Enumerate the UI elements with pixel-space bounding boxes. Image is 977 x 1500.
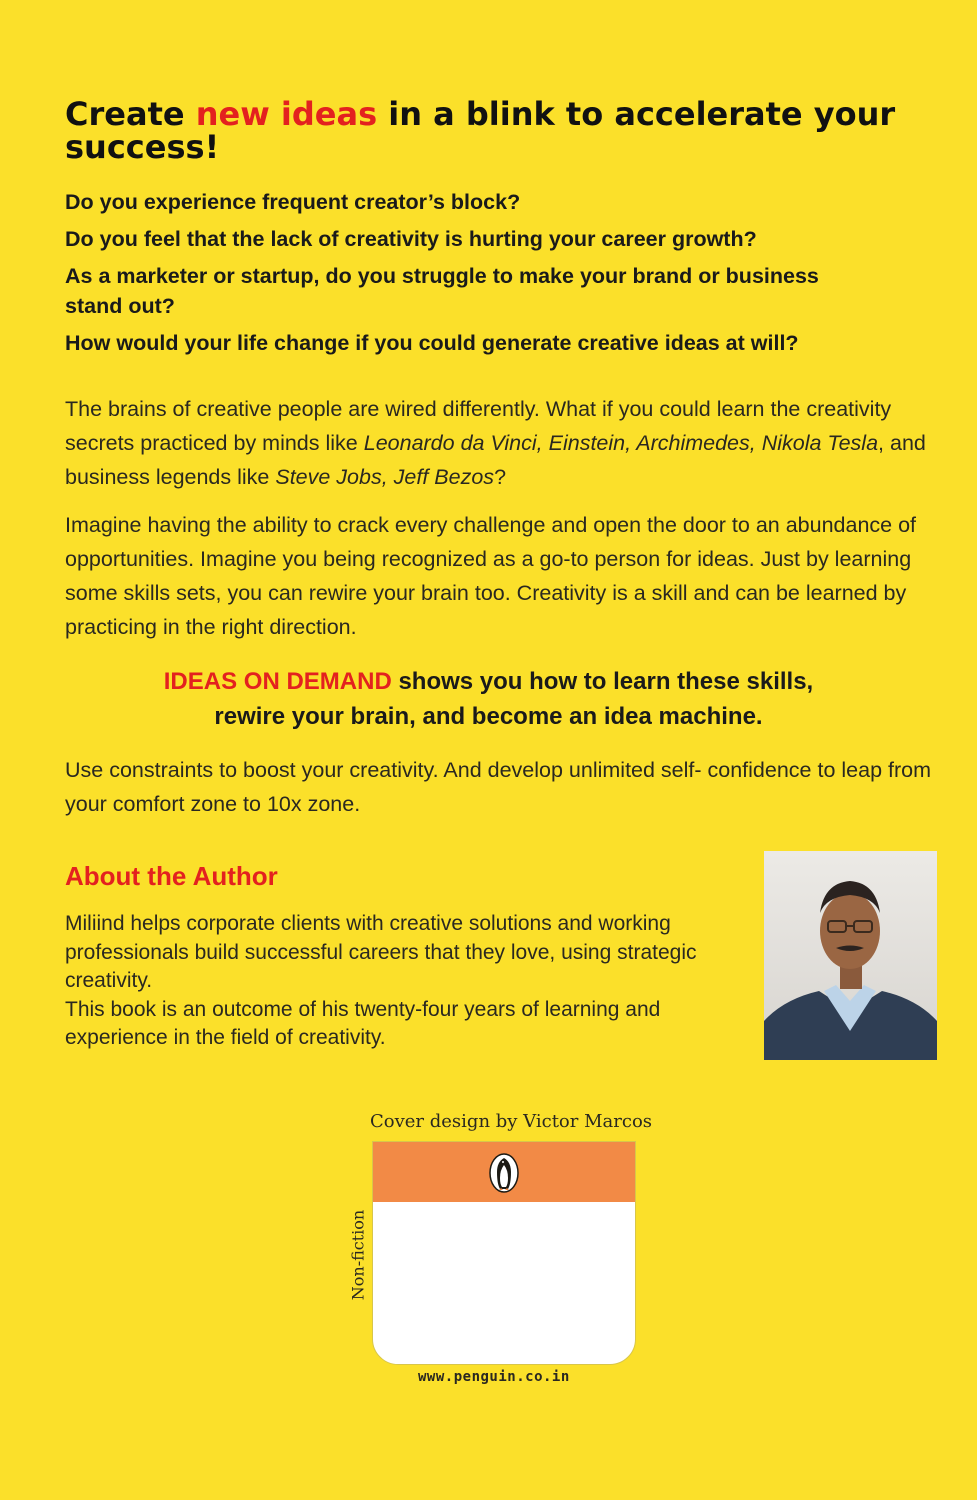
para1-text-1: The brains of creative people are wired differently. What if you could learn the creativity secrets practiced by minds like xyxy=(65,397,892,455)
paragraph-imagine: Imagine having the ability to crack every challenge and open the door to an abundance of opportunities. Imagine you being recognized as a go-to person for ideas. Just by learning some skills sets, you can rewire your brain too. Creativity is a skill and can be learned by practicing in the right direction. xyxy=(65,513,917,639)
headline xyxy=(65,95,925,166)
penguin-logo-icon xyxy=(488,1152,520,1199)
promo-statement xyxy=(40,664,937,734)
question-2: Do you feel that the lack of creativity is hurting your career growth? xyxy=(65,227,757,251)
genre-label: Non-fiction xyxy=(348,1209,368,1301)
headline-accent: new ideas xyxy=(195,95,378,133)
paragraph-constraints: Use constraints to boost your creativity. And develop unlimited self- confidence to leap from your comfort zone to 10x zone. xyxy=(65,758,932,816)
para1-italic-legends: Steve Jobs, Jeff Bezos xyxy=(275,465,495,489)
about-author-heading: About the Author xyxy=(65,861,278,891)
publisher-band xyxy=(373,1142,635,1202)
publisher-panel xyxy=(372,1141,636,1365)
author-photo xyxy=(764,851,937,1060)
author-bio-line-1: Miliind helps corporate clients with creative solutions and working professionals build successful careers that they love, using strategic creativity. xyxy=(65,912,697,992)
promo-line-2: rewire your brain, and become an idea machine. xyxy=(214,703,763,730)
para1-text-3: ? xyxy=(494,465,507,489)
book-title: IDEAS ON DEMAND xyxy=(163,668,392,695)
cover-design-credit: Cover design by Victor Marcos xyxy=(370,1111,653,1132)
paragraph-creative-brains xyxy=(65,392,945,494)
para1-text-2: , and business legends like xyxy=(65,431,926,489)
question-3: As a marketer or startup, do you struggle to make your brand or business stand out? xyxy=(65,264,819,318)
author-bio-line-2: This book is an outcome of his twenty-four years of learning and experience in the field of creativity. xyxy=(65,997,661,1049)
para1-italic-names: Leonardo da Vinci, Einstein, Archimedes, Nikola Tesla xyxy=(363,431,879,455)
headline-part1: Create xyxy=(65,95,196,133)
publisher-url[interactable]: www.penguin.co.in xyxy=(418,1369,570,1385)
promo-line-1: shows you how to learn these skills, xyxy=(391,668,814,695)
headline-part2: in a blink to accelerate your success! xyxy=(65,95,896,166)
author-bio xyxy=(65,910,745,1053)
question-4: How would your life change if you could generate creative ideas at will? xyxy=(65,331,799,355)
question-1: Do you experience frequent creator’s block? xyxy=(65,190,521,214)
